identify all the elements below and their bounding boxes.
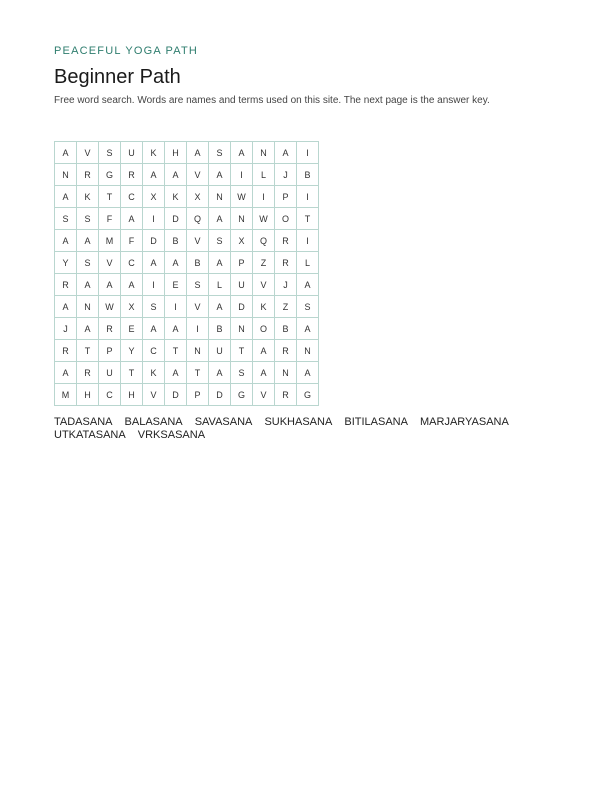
grid-cell: D [231, 296, 253, 318]
grid-cell: S [209, 142, 231, 164]
grid-cell: A [165, 164, 187, 186]
grid-cell: I [231, 164, 253, 186]
grid-cell: A [55, 362, 77, 384]
grid-cell: T [77, 340, 99, 362]
grid-cell: N [231, 318, 253, 340]
grid-cell: R [77, 362, 99, 384]
grid-cell: I [297, 142, 319, 164]
grid-cell: A [209, 296, 231, 318]
grid-cell: A [209, 252, 231, 274]
grid-cell: U [231, 274, 253, 296]
grid-cell: A [209, 164, 231, 186]
grid-cell: D [165, 208, 187, 230]
grid-cell: C [121, 186, 143, 208]
grid-cell: K [143, 142, 165, 164]
grid-cell: S [99, 142, 121, 164]
grid-cell: R [275, 384, 297, 406]
grid-cell: F [121, 230, 143, 252]
grid-cell: Q [253, 230, 275, 252]
grid-cell: A [187, 142, 209, 164]
grid-row [55, 296, 319, 318]
grid-cell: E [121, 318, 143, 340]
grid-cell: N [231, 208, 253, 230]
grid-cell: A [165, 318, 187, 340]
grid-cell: G [99, 164, 121, 186]
grid-cell: A [253, 340, 275, 362]
grid-cell: V [187, 164, 209, 186]
grid-cell: N [275, 362, 297, 384]
grid-cell: K [143, 362, 165, 384]
word-list-item: SAVASANA [194, 416, 253, 428]
grid-cell: P [99, 340, 121, 362]
grid-cell: W [99, 296, 121, 318]
word-list-item: VRKSASANA [137, 429, 206, 441]
grid-cell: K [165, 186, 187, 208]
grid-cell: Y [55, 252, 77, 274]
grid-cell: N [55, 164, 77, 186]
grid-cell: V [143, 384, 165, 406]
grid-cell: L [209, 274, 231, 296]
grid-cell: A [209, 362, 231, 384]
grid-cell: D [209, 384, 231, 406]
grid-cell: A [253, 362, 275, 384]
grid-row [55, 384, 319, 406]
grid-cell: P [231, 252, 253, 274]
grid-cell: J [55, 318, 77, 340]
grid-cell: A [77, 230, 99, 252]
grid-cell: V [253, 274, 275, 296]
grid-cell: A [99, 274, 121, 296]
word-search-grid [54, 141, 319, 406]
grid-cell: B [275, 318, 297, 340]
grid-cell: N [297, 340, 319, 362]
grid-cell: X [231, 230, 253, 252]
grid-cell: S [187, 274, 209, 296]
grid-cell: P [187, 384, 209, 406]
grid-cell: G [231, 384, 253, 406]
word-list-item: MARJARYASANA [420, 416, 509, 428]
grid-cell: D [143, 230, 165, 252]
grid-cell: S [209, 230, 231, 252]
word-list-item: TADASANA [54, 416, 113, 428]
grid-cell: A [275, 142, 297, 164]
grid-row [55, 164, 319, 186]
grid-row [55, 274, 319, 296]
grid-cell: H [121, 384, 143, 406]
grid-cell: G [297, 384, 319, 406]
grid-cell: N [253, 142, 275, 164]
grid-cell: A [121, 208, 143, 230]
grid-cell: F [99, 208, 121, 230]
grid-cell: A [55, 142, 77, 164]
grid-cell: R [275, 230, 297, 252]
grid-cell: W [253, 208, 275, 230]
word-list-item: UTKATASANA [54, 429, 126, 441]
grid-cell: Q [187, 208, 209, 230]
grid-cell: N [77, 296, 99, 318]
grid-cell: W [231, 186, 253, 208]
grid-cell: S [297, 296, 319, 318]
grid-cell: S [143, 296, 165, 318]
grid-cell: P [275, 186, 297, 208]
word-list [54, 416, 524, 442]
grid-cell: A [55, 296, 77, 318]
brand-name: PEACEFUL YOGA PATH [54, 45, 199, 57]
grid-cell: A [297, 274, 319, 296]
grid-cell: M [99, 230, 121, 252]
grid-cell: I [165, 296, 187, 318]
grid-row [55, 208, 319, 230]
grid-cell: O [253, 318, 275, 340]
grid-cell: V [253, 384, 275, 406]
grid-cell: T [121, 362, 143, 384]
grid-cell: Z [275, 296, 297, 318]
grid-cell: S [77, 208, 99, 230]
grid-cell: T [165, 340, 187, 362]
grid-cell: L [253, 164, 275, 186]
grid-cell: I [297, 230, 319, 252]
grid-body [55, 142, 319, 406]
word-search-grid-container [54, 141, 558, 406]
grid-cell: I [297, 186, 319, 208]
grid-cell: Z [253, 252, 275, 274]
grid-cell: X [121, 296, 143, 318]
word-list-item: BALASANA [124, 416, 183, 428]
grid-cell: U [99, 362, 121, 384]
grid-cell: A [143, 318, 165, 340]
grid-cell: R [121, 164, 143, 186]
grid-cell: A [297, 362, 319, 384]
grid-cell: D [165, 384, 187, 406]
grid-row [55, 252, 319, 274]
grid-cell: R [55, 340, 77, 362]
grid-cell: O [275, 208, 297, 230]
grid-cell: A [165, 252, 187, 274]
grid-row [55, 186, 319, 208]
grid-cell: I [253, 186, 275, 208]
grid-cell: K [77, 186, 99, 208]
grid-cell: I [143, 208, 165, 230]
grid-cell: R [77, 164, 99, 186]
grid-cell: B [187, 252, 209, 274]
grid-cell: J [275, 164, 297, 186]
grid-cell: U [209, 340, 231, 362]
grid-cell: A [231, 142, 253, 164]
page-title: Beginner Path [54, 66, 181, 88]
grid-cell: A [55, 230, 77, 252]
grid-cell: T [231, 340, 253, 362]
grid-cell: C [121, 252, 143, 274]
grid-cell: R [99, 318, 121, 340]
grid-cell: A [55, 186, 77, 208]
grid-cell: A [297, 318, 319, 340]
grid-cell: H [77, 384, 99, 406]
grid-cell: T [187, 362, 209, 384]
grid-cell: A [143, 164, 165, 186]
word-list-item: BITILASANA [344, 416, 408, 428]
grid-cell: R [275, 252, 297, 274]
grid-cell: X [187, 186, 209, 208]
grid-cell: S [55, 208, 77, 230]
grid-row [55, 230, 319, 252]
grid-cell: A [165, 362, 187, 384]
word-list-item: SUKHASANA [264, 416, 333, 428]
grid-cell: R [55, 274, 77, 296]
grid-cell: C [143, 340, 165, 362]
grid-cell: V [99, 252, 121, 274]
grid-cell: S [231, 362, 253, 384]
grid-cell: H [165, 142, 187, 164]
grid-cell: R [275, 340, 297, 362]
grid-cell: K [253, 296, 275, 318]
grid-cell: U [121, 142, 143, 164]
grid-cell: N [187, 340, 209, 362]
grid-cell: Y [121, 340, 143, 362]
grid-cell: V [187, 296, 209, 318]
page-subtitle: Free word search. Words are names and terms used on this site. The next page is the answer key. [54, 95, 490, 106]
grid-cell: I [143, 274, 165, 296]
grid-row [55, 142, 319, 164]
grid-cell: A [209, 208, 231, 230]
grid-cell: N [209, 186, 231, 208]
grid-cell: E [165, 274, 187, 296]
grid-cell: B [209, 318, 231, 340]
grid-cell: V [77, 142, 99, 164]
grid-cell: M [55, 384, 77, 406]
grid-cell: L [297, 252, 319, 274]
grid-cell: B [165, 230, 187, 252]
grid-cell: X [143, 186, 165, 208]
grid-row [55, 318, 319, 340]
grid-cell: T [297, 208, 319, 230]
grid-cell: C [99, 384, 121, 406]
worksheet-page [54, 44, 558, 442]
grid-row [55, 340, 319, 362]
grid-cell: S [77, 252, 99, 274]
grid-cell: T [99, 186, 121, 208]
grid-cell: B [297, 164, 319, 186]
grid-cell: A [121, 274, 143, 296]
grid-cell: A [77, 318, 99, 340]
grid-cell: J [275, 274, 297, 296]
grid-cell: I [187, 318, 209, 340]
grid-cell: A [77, 274, 99, 296]
grid-row [55, 362, 319, 384]
grid-cell: A [143, 252, 165, 274]
grid-cell: V [187, 230, 209, 252]
